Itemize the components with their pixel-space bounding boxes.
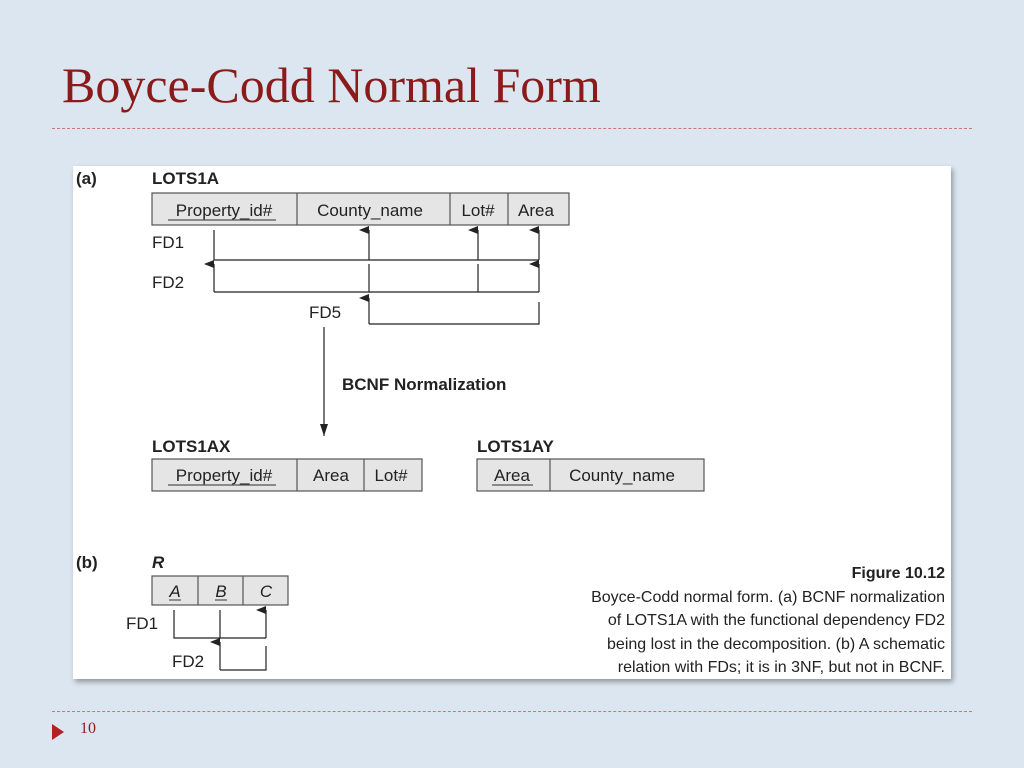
lots1a-attr-property-id: Property_id# — [175, 201, 273, 220]
fd1-arrows — [214, 230, 539, 260]
lots1ax-name: LOTS1AX — [152, 437, 231, 456]
r-fd2-label: FD2 — [172, 652, 205, 671]
lots1ax-relation — [152, 459, 422, 491]
r-attr-b: B — [215, 582, 227, 601]
lots1ax-attr-area: Area — [313, 466, 349, 485]
fd2-arrows — [214, 264, 539, 292]
figure-panel — [73, 166, 951, 679]
r-attr-c: C — [259, 582, 273, 601]
slide-title: Boyce-Codd Normal Form — [62, 57, 601, 113]
figure-caption-line: of LOTS1A with the functional dependency FD2 — [607, 612, 945, 629]
lots1a-name: LOTS1A — [152, 169, 220, 188]
r-fd1-label: FD1 — [126, 614, 159, 633]
r-fd1-arrows — [174, 610, 266, 638]
lots1a-attr-area: Area — [518, 201, 554, 220]
part-a-label: (a) — [76, 169, 97, 188]
part-b-label: (b) — [76, 553, 98, 572]
lots1a-relation — [152, 193, 569, 225]
triangle-marker-icon — [52, 724, 64, 740]
page-number: 10 — [80, 720, 96, 737]
figure-caption-line: being lost in the decomposition. (b) A schematic — [607, 636, 945, 653]
figure-diagram — [73, 166, 951, 679]
bcnf-normalization-arrow — [320, 327, 328, 436]
fd2-label: FD2 — [152, 273, 185, 292]
bcnf-normalization-label: BCNF Normalization — [342, 375, 507, 394]
lots1ay-attr-county-name: County_name — [569, 466, 675, 485]
figure-caption-title: Figure 10.12 — [851, 565, 945, 582]
lots1a-attr-lot: Lot# — [461, 201, 495, 220]
fd5-label: FD5 — [309, 303, 342, 322]
r-fd2-arrows — [220, 642, 266, 670]
lots1ay-attr-area: Area — [494, 466, 530, 485]
figure-caption-line: Boyce-Codd normal form. (a) BCNF normalization — [591, 589, 945, 606]
lots1ax-attr-property-id: Property_id# — [175, 466, 273, 485]
figure-caption-line: relation with FDs; it is in 3NF, but not in BCNF. — [617, 659, 945, 676]
title-divider — [52, 128, 972, 129]
fd5-arrows — [369, 298, 539, 324]
footer-divider — [52, 711, 972, 712]
r-attr-a: A — [169, 582, 181, 601]
relation-r-name: R — [152, 553, 165, 572]
relation-r — [152, 576, 288, 605]
lots1a-attr-county-name: County_name — [317, 201, 423, 220]
lots1ay-relation — [477, 459, 704, 491]
fd1-label: FD1 — [152, 233, 185, 252]
lots1ay-name: LOTS1AY — [477, 437, 554, 456]
lots1ax-attr-lot: Lot# — [374, 466, 408, 485]
